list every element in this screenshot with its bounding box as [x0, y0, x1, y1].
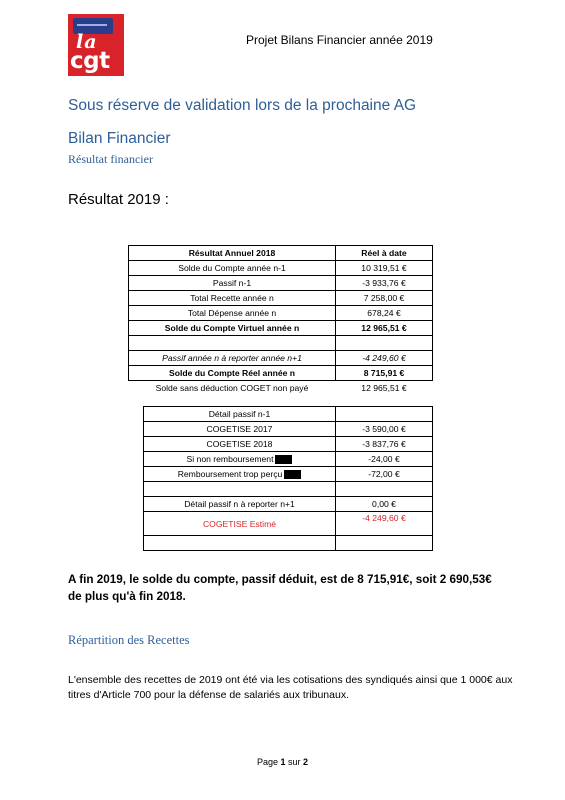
row-label: Solde sans déduction COGET non payé [155, 383, 309, 393]
row-label-cell [144, 467, 336, 482]
footer-page-number: 1 [280, 757, 286, 767]
validation-notice: Sous réserve de validation lors de la prochaine AG [68, 97, 417, 114]
document-header-title: Projet Bilans Financier année 2019 [246, 33, 433, 47]
row-label: Solde du Compte Virtuel année n [129, 321, 336, 336]
row-value: 8 715,91 € [336, 366, 433, 381]
row-label: Détail passif n à reporter n+1 [144, 497, 336, 512]
summary-statement: A fin 2019, le solde du compte, passif déduit, est de 8 715,91€, soit 2 690,53€ de plus qu'à fin 2018. [68, 573, 492, 603]
row-label [144, 536, 336, 551]
table-row [144, 467, 433, 482]
row-value: -24,00 € [336, 452, 433, 467]
row-value: 12 965,51 € [336, 321, 433, 336]
row-value: -3 933,76 € [336, 276, 433, 291]
logo-text-cgt: cgt [70, 48, 110, 74]
redaction-block [284, 470, 301, 479]
heading-repartition-recettes: Répartition des Recettes [68, 633, 190, 647]
row-value: -4 249,60 € [336, 351, 433, 366]
table-row [129, 366, 433, 381]
passif-detail-table [143, 406, 433, 551]
row-label [129, 336, 336, 351]
table-row [129, 261, 433, 276]
table-row [144, 497, 433, 512]
table-row [129, 351, 433, 366]
cgt-logo [68, 14, 124, 76]
row-label: Total Dépense année n [129, 306, 336, 321]
row-value [336, 482, 433, 497]
footer-page-total: 2 [303, 757, 309, 767]
table-row [144, 452, 433, 467]
table-row [144, 512, 433, 536]
row-label: Détail passif n-1 [144, 407, 336, 422]
table-row [129, 291, 433, 306]
heading-resultat-2019: Résultat 2019 : [68, 191, 169, 208]
row-label: Passif année n à reporter année n+1 [129, 351, 336, 366]
col-header-resultat: Résultat Annuel 2018 [129, 246, 336, 261]
table-row [129, 321, 433, 336]
heading-resultat-financier: Résultat financier [68, 152, 153, 166]
row-value: 7 258,00 € [336, 291, 433, 306]
row-value: 0,00 € [336, 497, 433, 512]
result-table [128, 245, 433, 395]
logo-text-la: la [76, 31, 98, 53]
table-row-empty [144, 536, 433, 551]
table-row-empty [144, 482, 433, 497]
row-label: Remboursement trop perçu [177, 468, 283, 479]
row-label: Si non remboursement [186, 453, 274, 464]
table-header-row [129, 246, 433, 261]
heading-bilan-financier: Bilan Financier [68, 130, 171, 147]
row-value: 12 965,51 € [361, 383, 407, 393]
row-label-cell [144, 452, 336, 467]
redaction-block [275, 455, 292, 464]
row-label [144, 482, 336, 497]
recettes-paragraph: L'ensemble des recettes de 2019 ont été via les cotisations des syndiqués ainsi que 1 000€ aux titres d'Article 700 pour la défense de salariés aux tribunaux. [68, 674, 513, 701]
row-value: -3 590,00 € [336, 422, 433, 437]
table-row [129, 276, 433, 291]
row-value: 678,24 € [336, 306, 433, 321]
row-value [336, 536, 433, 551]
row-value: -72,00 € [336, 467, 433, 482]
table-row [144, 437, 433, 452]
row-value [336, 407, 433, 422]
col-header-reel: Réel à date [336, 246, 433, 261]
page-footer [0, 757, 565, 767]
table-row [129, 381, 433, 396]
footer-sur-word: sur [288, 757, 301, 767]
row-label: COGETISE 2018 [144, 437, 336, 452]
table-row [129, 306, 433, 321]
row-value: -4 249,60 € [336, 512, 433, 536]
row-label: Solde du Compte année n-1 [129, 261, 336, 276]
row-label: COGETISE Estimé [144, 512, 336, 536]
row-label: COGETISE 2017 [144, 422, 336, 437]
row-label: Total Recette année n [129, 291, 336, 306]
table-row [144, 422, 433, 437]
row-value: 10 319,51 € [336, 261, 433, 276]
row-value [336, 336, 433, 351]
footer-page-word: Page [256, 757, 278, 767]
row-value: -3 837,76 € [336, 437, 433, 452]
row-label: Passif n-1 [129, 276, 336, 291]
table-row-empty [129, 336, 433, 351]
table-row [144, 407, 433, 422]
row-label: Solde du Compte Réel année n [129, 366, 336, 381]
